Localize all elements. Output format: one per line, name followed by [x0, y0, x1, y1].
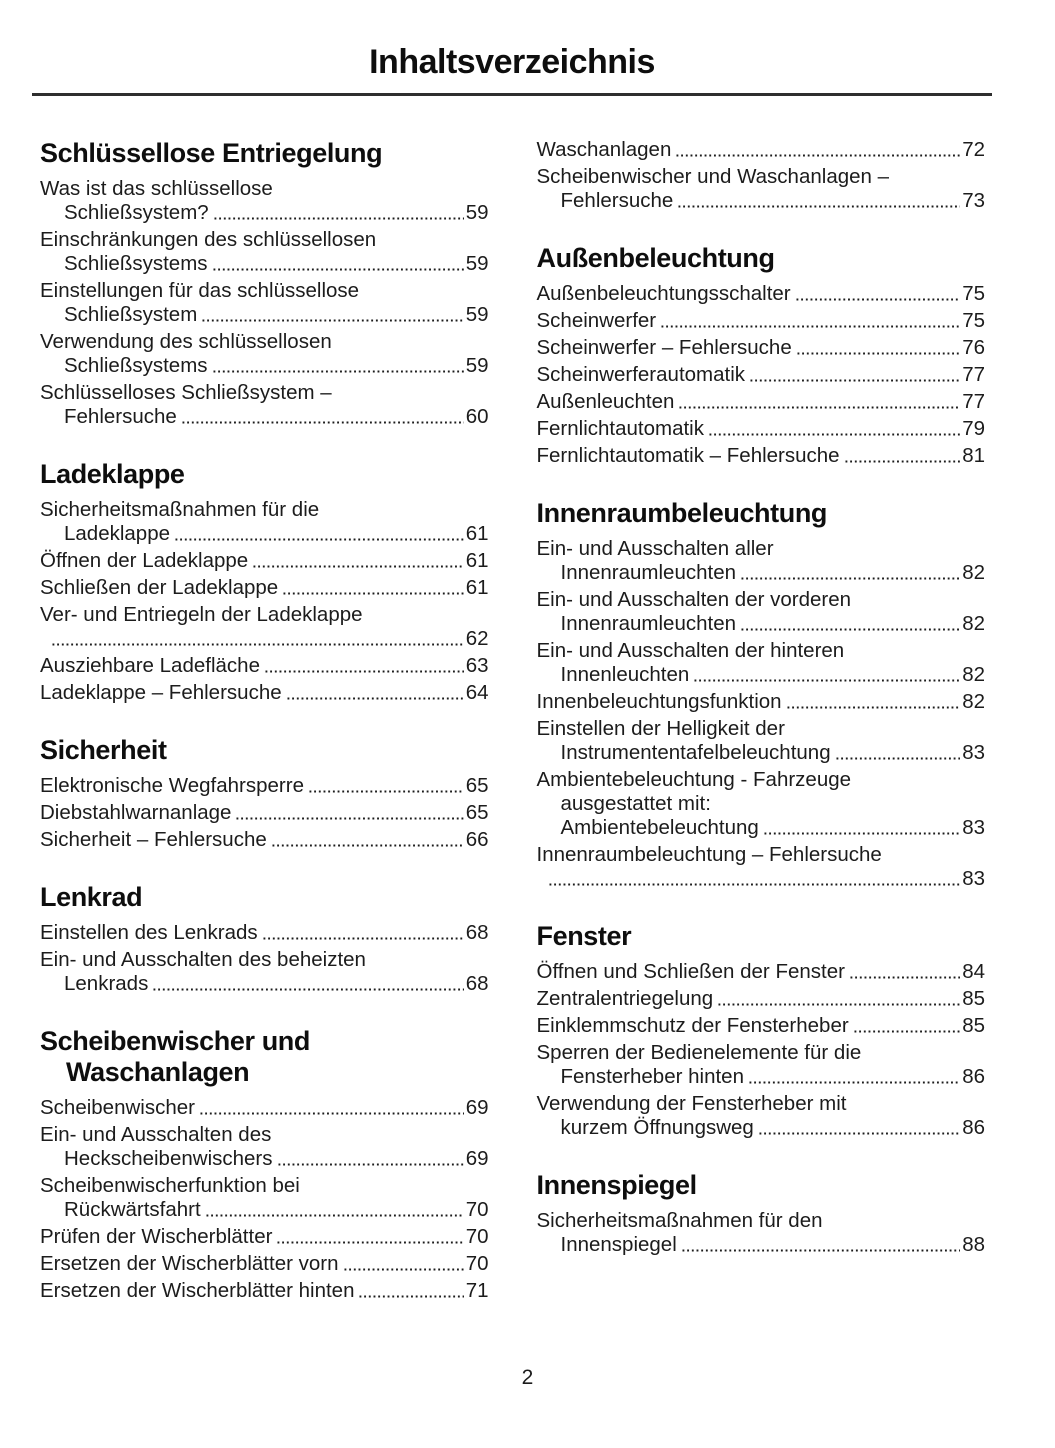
entry-title: Heckscheibenwischers — [64, 1147, 273, 1170]
toc-entry-line — [537, 690, 986, 714]
entry-title: Diebstahlwarnanlage — [40, 801, 232, 824]
toc-entry — [40, 1279, 489, 1303]
dot-leader — [202, 319, 463, 322]
toc-entry — [40, 1123, 489, 1171]
toc-entry-line: Verwendung des schlüssellosen — [40, 330, 332, 353]
dot-leader — [749, 1081, 960, 1084]
toc-entry — [40, 603, 489, 651]
dot-leader — [678, 205, 960, 208]
dot-leader — [549, 883, 961, 886]
toc-entry — [537, 336, 986, 360]
toc-column-left — [40, 138, 489, 1306]
toc-entry-line — [40, 774, 489, 798]
entry-title: Öffnen der Ladeklappe — [40, 549, 249, 572]
entry-page-number: 86 — [962, 1116, 985, 1139]
dot-leader — [213, 268, 464, 271]
toc-entry-line — [537, 363, 986, 387]
page-title: Inhaltsverzeichnis — [369, 43, 655, 81]
toc-entry — [537, 1092, 986, 1140]
section-heading-line: Schlüssellose Entriegelung — [40, 138, 383, 168]
toc-entry-line — [537, 960, 986, 984]
dot-leader — [214, 217, 464, 220]
toc-entry — [537, 768, 986, 840]
toc-entry-line — [537, 390, 986, 414]
entry-page-number: 70 — [465, 1198, 489, 1221]
entry-page-number: 76 — [962, 336, 985, 359]
entry-title: Schließsystems — [64, 252, 208, 275]
toc-section — [537, 243, 986, 468]
toc-entry — [40, 828, 489, 852]
section-heading-line: Innenspiegel — [536, 1170, 697, 1200]
toc-entry-line: Ein- und Ausschalten des — [40, 1123, 272, 1146]
entry-title: Fernlichtautomatik – Fehlersuche — [536, 444, 840, 467]
entry-page-number: 68 — [465, 921, 489, 944]
dot-leader — [175, 538, 464, 541]
toc-entry-line — [537, 867, 986, 891]
dot-leader — [359, 1295, 463, 1298]
toc-entry — [537, 282, 986, 306]
toc-entry-line: Scheibenwischer und Waschanlagen – — [536, 165, 890, 188]
toc-entry-line: Ein- und Ausschalten aller — [536, 537, 774, 560]
toc-entry — [537, 588, 986, 636]
section-heading — [537, 1170, 986, 1201]
toc-entry — [40, 177, 489, 225]
entry-page-number: 83 — [962, 741, 985, 764]
entry-title: Ersetzen der Wischerblätter vorn — [40, 1252, 339, 1275]
toc-entry-line: Sicherheitsmaßnahmen für den — [536, 1209, 823, 1232]
dot-leader — [182, 421, 464, 424]
entry-page-number: 77 — [962, 390, 985, 413]
toc-entry-line — [40, 1225, 489, 1249]
dot-leader — [344, 1268, 464, 1271]
entry-title: Innenraumleuchten — [560, 612, 737, 635]
dot-leader — [236, 817, 463, 820]
section-heading — [40, 1026, 489, 1088]
dot-leader — [265, 670, 464, 673]
dot-leader — [200, 1112, 464, 1115]
toc-entry-line — [537, 444, 986, 468]
toc-entry-line — [40, 252, 489, 276]
toc-entry-line — [537, 417, 986, 441]
entry-title: Ersetzen der Wischerblätter hinten — [40, 1279, 355, 1302]
toc-entry-line — [537, 1014, 986, 1038]
toc-section — [40, 735, 489, 852]
section-heading-line: Ladeklappe — [40, 459, 185, 489]
dot-leader — [679, 406, 960, 409]
dot-leader — [676, 154, 960, 157]
entry-title: Scheibenwischer — [40, 1096, 195, 1119]
toc-entry — [40, 549, 489, 573]
entry-page-number: 83 — [962, 867, 985, 890]
toc-entry-line: Innenraumbeleuchtung – Fehlersuche — [536, 843, 882, 866]
entry-page-number: 84 — [962, 960, 985, 983]
section-heading — [40, 459, 489, 490]
toc-entry — [537, 444, 986, 468]
toc-entry-line — [537, 816, 986, 840]
toc-entry-line — [40, 354, 489, 378]
entry-page-number: 88 — [962, 1233, 985, 1256]
toc-entry-line — [537, 663, 986, 687]
toc-entry-line: Ambientebeleuchtung - Fahrzeuge — [536, 768, 852, 791]
toc-entry-line — [537, 741, 986, 765]
toc-entry-line: Ein- und Ausschalten der vorderen — [536, 588, 852, 611]
section-heading-line: Lenkrad — [40, 882, 143, 912]
dot-leader — [213, 370, 464, 373]
page-number: 2 — [521, 1366, 534, 1389]
toc-entry-line — [537, 309, 986, 333]
toc-section — [537, 1170, 986, 1257]
entry-title: Innenraumleuchten — [560, 561, 737, 584]
dot-leader — [277, 1241, 463, 1244]
dot-leader — [741, 577, 960, 580]
toc-entry-line — [40, 303, 489, 327]
entry-page-number: 70 — [465, 1225, 489, 1248]
toc-entry — [40, 654, 489, 678]
toc-entry-line: Ver- und Entriegeln der Ladeklappe — [40, 603, 363, 626]
toc-entry-line — [40, 1147, 489, 1171]
toc-entry-line: Sicherheitsmaßnahmen für die — [40, 498, 320, 521]
entry-page-number: 64 — [465, 681, 489, 704]
toc-entry-line — [40, 522, 489, 546]
entry-page-number: 61 — [465, 522, 489, 545]
entry-page-number: 72 — [962, 138, 985, 161]
dot-leader — [845, 460, 961, 463]
toc-entry — [40, 228, 489, 276]
entry-page-number: 75 — [962, 282, 985, 305]
entry-title: Ambientebeleuchtung — [560, 816, 759, 839]
dot-leader — [718, 1003, 960, 1006]
toc-entry — [537, 363, 986, 387]
entry-title: Fehlersuche — [64, 405, 177, 428]
entry-title: Rückwärtsfahrt — [64, 1198, 201, 1221]
entry-title: Scheinwerferautomatik — [536, 363, 746, 386]
dot-leader — [661, 325, 960, 328]
toc-entry-line — [40, 801, 489, 825]
toc-entry — [40, 681, 489, 705]
toc-entry — [537, 1014, 986, 1038]
dot-leader — [764, 832, 960, 835]
entry-page-number: 77 — [962, 363, 985, 386]
section-heading-line: Fenster — [536, 921, 632, 951]
section-heading-line: Außenbeleuchtung — [536, 243, 775, 273]
dot-leader — [153, 988, 463, 991]
entry-title: Fensterheber hinten — [560, 1065, 744, 1088]
dot-leader — [287, 697, 464, 700]
entry-title: Zentralentriegelung — [536, 987, 714, 1010]
entry-title: Waschanlagen — [536, 138, 672, 161]
section-heading — [537, 498, 986, 529]
toc-entry — [537, 1041, 986, 1089]
entry-title: Scheinwerfer — [536, 309, 657, 332]
toc-entry-line: Einschränkungen des schlüssellosen — [40, 228, 377, 251]
dot-leader — [283, 592, 463, 595]
entry-page-number: 82 — [962, 612, 985, 635]
toc-entry-line — [40, 828, 489, 852]
toc-entry-line — [537, 561, 986, 585]
toc-entry — [40, 498, 489, 546]
entry-page-number: 85 — [962, 987, 985, 1010]
toc-entry-line: Scheibenwischerfunktion bei — [40, 1174, 300, 1197]
entry-title: Prüfen der Wischerblätter — [40, 1225, 273, 1248]
entry-page-number: 79 — [962, 417, 985, 440]
toc-section — [40, 138, 489, 429]
toc-entry-line — [40, 549, 489, 573]
entry-title: Innenbeleuchtungsfunktion — [536, 690, 782, 713]
entry-page-number: 71 — [465, 1279, 489, 1302]
entry-title: Schließsystems — [64, 354, 208, 377]
entry-page-number: 59 — [465, 354, 489, 377]
toc-entry-line: Einstellen der Helligkeit der — [536, 717, 785, 740]
toc-entry-line — [40, 1252, 489, 1276]
toc-entry — [40, 1252, 489, 1276]
toc-entry-line — [40, 921, 489, 945]
toc-entry — [40, 948, 489, 996]
entry-title: Sicherheit – Fehlersuche — [40, 828, 267, 851]
entry-title: Innenleuchten — [560, 663, 690, 686]
entry-title: Außenleuchten — [536, 390, 675, 413]
dot-leader — [796, 298, 961, 301]
toc-entry — [537, 417, 986, 441]
entry-page-number: 61 — [465, 576, 489, 599]
toc-entry — [40, 1096, 489, 1120]
toc-section — [537, 921, 986, 1140]
dot-leader — [52, 643, 464, 646]
entry-page-number: 62 — [465, 627, 489, 650]
toc-entry-line — [40, 627, 489, 651]
toc-entry — [537, 639, 986, 687]
entry-page-number: 59 — [465, 252, 489, 275]
entry-page-number: 60 — [465, 405, 489, 428]
toc-entry — [40, 330, 489, 378]
entry-page-number: 82 — [962, 663, 985, 686]
toc-entry — [40, 921, 489, 945]
toc-section — [40, 882, 489, 996]
toc-entry — [537, 1209, 986, 1257]
toc-entry-line — [40, 576, 489, 600]
dot-leader — [759, 1132, 960, 1135]
entry-title: Ladeklappe – Fehlersuche — [40, 681, 282, 704]
entry-page-number: 86 — [962, 1065, 985, 1088]
dot-leader — [797, 352, 960, 355]
entry-title: Lenkrads — [64, 972, 149, 995]
entry-title: Scheinwerfer – Fehlersuche — [536, 336, 792, 359]
toc-section — [537, 138, 986, 213]
entry-page-number: 73 — [962, 189, 985, 212]
entry-page-number: 63 — [465, 654, 489, 677]
toc-section — [40, 1026, 489, 1303]
entry-title: Außenbeleuchtungsschalter — [536, 282, 791, 305]
toc-entry — [40, 576, 489, 600]
dot-leader — [278, 1163, 464, 1166]
toc-entry-line — [537, 1065, 986, 1089]
entry-page-number: 85 — [962, 1014, 985, 1037]
section-heading — [40, 882, 489, 913]
dot-leader — [850, 976, 960, 979]
toc-entry — [537, 537, 986, 585]
toc-entry-line — [40, 1279, 489, 1303]
toc-entry — [40, 279, 489, 327]
dot-leader — [854, 1030, 961, 1033]
entry-page-number: 59 — [465, 201, 489, 224]
entry-page-number: 82 — [962, 561, 985, 584]
entry-page-number: 69 — [465, 1096, 489, 1119]
toc-entry-line: ausgestattet mit: — [560, 792, 711, 815]
entry-title: Schließen der Ladeklappe — [40, 576, 279, 599]
entry-title: Ausziehbare Ladefläche — [40, 654, 260, 677]
toc-entry-line — [537, 282, 986, 306]
entry-page-number: 82 — [962, 690, 985, 713]
entry-title: Einklemmschutz der Fensterheber — [536, 1014, 849, 1037]
toc-entry-line — [537, 336, 986, 360]
dot-leader — [206, 1214, 464, 1217]
toc-entry — [40, 1174, 489, 1222]
entry-title: Instrumententafelbeleuchtung — [560, 741, 831, 764]
dot-leader — [741, 628, 960, 631]
section-heading-line: Waschanlagen — [66, 1057, 250, 1087]
entry-page-number: 66 — [465, 828, 489, 851]
toc-entry-line — [40, 405, 489, 429]
toc-entry-line — [40, 1198, 489, 1222]
entry-title: kurzem Öffnungsweg — [560, 1116, 754, 1139]
toc-entry-line — [537, 612, 986, 636]
entry-page-number: 70 — [465, 1252, 489, 1275]
toc-entry — [40, 381, 489, 429]
entry-page-number: 65 — [465, 801, 489, 824]
toc-entry-line — [40, 201, 489, 225]
toc-entry — [537, 960, 986, 984]
toc-entry — [40, 801, 489, 825]
dot-leader — [682, 1249, 960, 1252]
toc-entry-line — [40, 681, 489, 705]
entry-title: Schließsystem — [64, 303, 198, 326]
entry-title: Schließsystem? — [64, 201, 209, 224]
toc-columns — [0, 96, 1055, 1306]
toc-entry — [537, 309, 986, 333]
toc-entry-line — [40, 972, 489, 996]
dot-leader — [309, 790, 464, 793]
entry-title: Einstellen des Lenkrads — [40, 921, 258, 944]
dot-leader — [694, 679, 960, 682]
toc-entry — [40, 774, 489, 798]
toc-entry — [537, 987, 986, 1011]
entry-page-number: 61 — [465, 549, 489, 572]
dot-leader — [750, 379, 960, 382]
toc-entry-line — [40, 1096, 489, 1120]
dot-leader — [263, 937, 464, 940]
entry-page-number: 69 — [465, 1147, 489, 1170]
toc-section — [40, 459, 489, 705]
section-heading-line: Innenraumbeleuchtung — [536, 498, 828, 528]
entry-page-number: 65 — [465, 774, 489, 797]
section-heading-line: Scheibenwischer und — [40, 1026, 310, 1056]
toc-entry — [537, 717, 986, 765]
toc-entry — [537, 165, 986, 213]
entry-page-number: 75 — [962, 309, 985, 332]
toc-entry-line — [537, 1116, 986, 1140]
entry-title: Fernlichtautomatik — [536, 417, 704, 440]
dot-leader — [272, 844, 464, 847]
toc-entry-line: Verwendung der Fensterheber mit — [536, 1092, 847, 1115]
toc-entry-line — [40, 654, 489, 678]
section-heading — [40, 735, 489, 766]
entry-title: Fehlersuche — [560, 189, 674, 212]
toc-entry-line: Schlüsselloses Schließsystem – — [40, 381, 332, 404]
dot-leader — [709, 433, 960, 436]
entry-title: Öffnen und Schließen der Fenster — [536, 960, 845, 983]
toc-entry — [537, 138, 986, 162]
entry-title: Elektronische Wegfahrsperre — [40, 774, 304, 797]
toc-entry-line: Einstellungen für das schlüssellose — [40, 279, 360, 302]
toc-entry — [40, 1225, 489, 1249]
entry-page-number: 81 — [962, 444, 985, 467]
toc-entry — [537, 690, 986, 714]
toc-entry — [537, 843, 986, 891]
entry-title: Innenspiegel — [560, 1233, 677, 1256]
toc-entry-line — [537, 138, 986, 162]
section-heading — [537, 243, 986, 274]
toc-entry-line: Ein- und Ausschalten der hinteren — [536, 639, 845, 662]
entry-page-number: 59 — [465, 303, 489, 326]
toc-entry — [537, 390, 986, 414]
toc-column-right — [537, 138, 986, 1306]
toc-entry-line: Ein- und Ausschalten des beheizten — [40, 948, 366, 971]
toc-entry-line — [537, 1233, 986, 1257]
entry-title: Ladeklappe — [64, 522, 171, 545]
section-heading-line: Sicherheit — [40, 735, 167, 765]
toc-entry-line — [537, 987, 986, 1011]
toc-entry-line: Was ist das schlüssellose — [40, 177, 273, 200]
section-heading — [537, 921, 986, 952]
entry-page-number: 68 — [465, 972, 489, 995]
toc-section — [537, 498, 986, 891]
toc-entry-line: Sperren der Bedienelemente für die — [536, 1041, 862, 1064]
section-heading — [40, 138, 489, 169]
dot-leader — [787, 706, 961, 709]
toc-entry-line — [537, 189, 986, 213]
dot-leader — [253, 565, 463, 568]
dot-leader — [836, 757, 961, 760]
entry-page-number: 83 — [962, 816, 985, 839]
